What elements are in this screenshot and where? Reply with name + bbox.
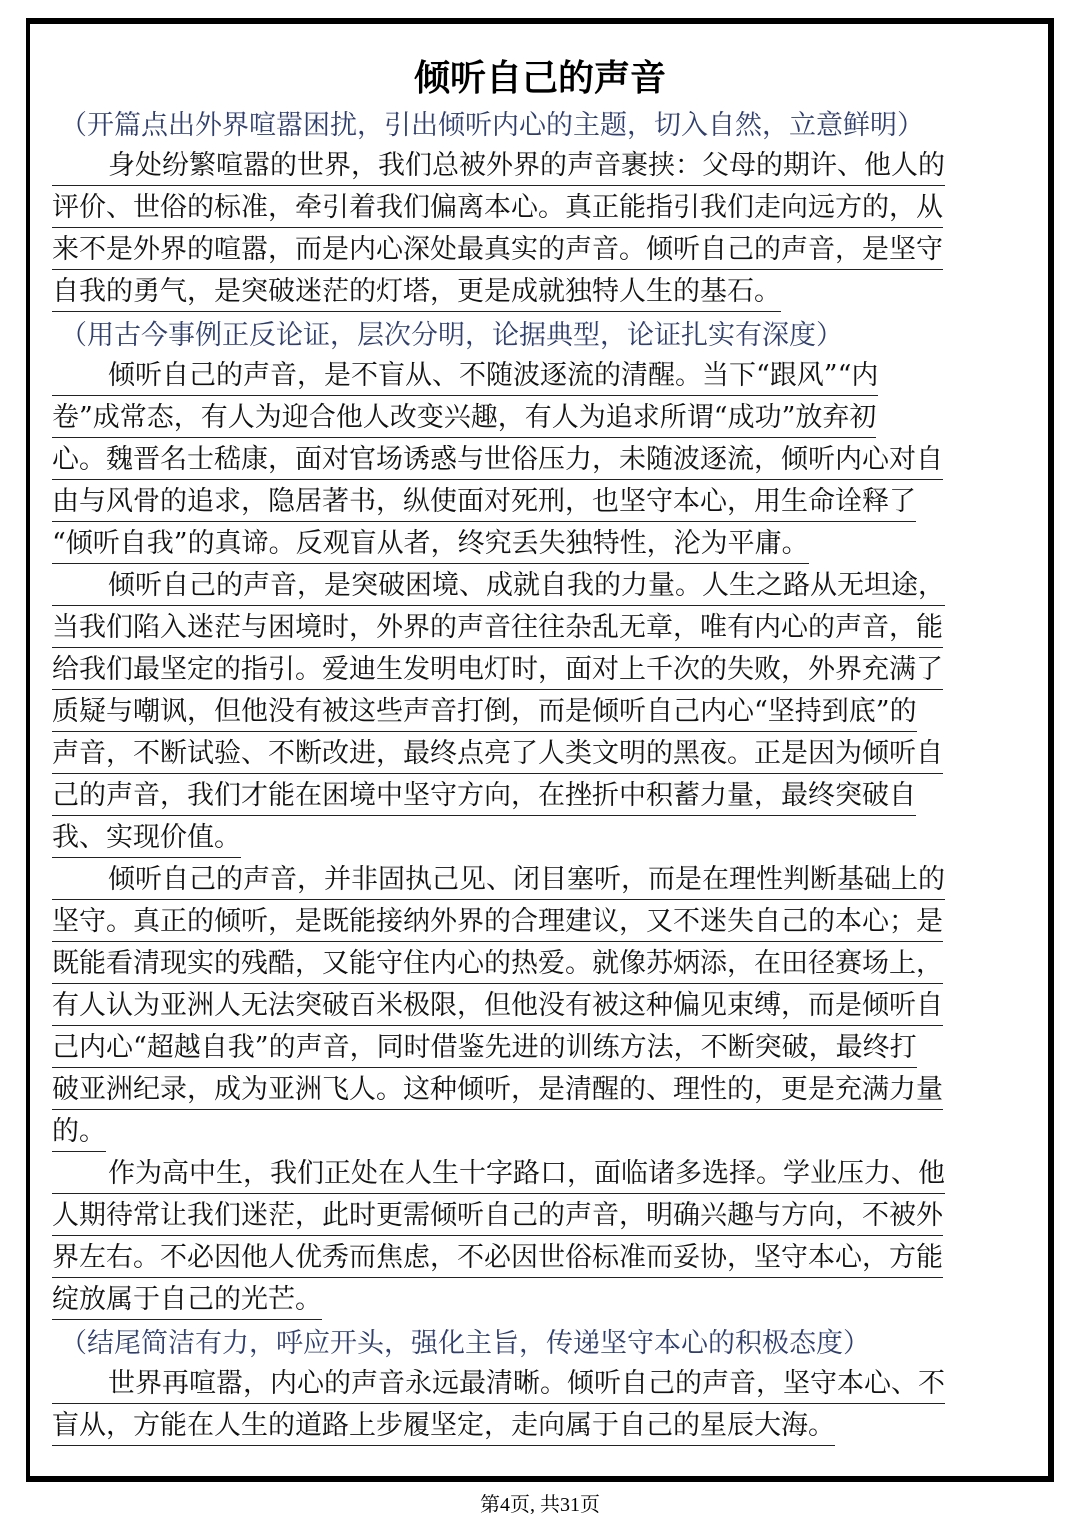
text-line: 作为高中生，我们正处在人生十字路口，面临诸多选择。学业压力、他 bbox=[52, 1155, 1012, 1197]
text-line: 盲从，方能在人生的道路上步履坚定，走向属于自己的星辰大海。 bbox=[52, 1407, 1012, 1449]
text-line: 有人认为亚洲人无法突破百米极限，但他没有被这种偏见束缚，而是倾听自 bbox=[52, 987, 1012, 1029]
text-line: “倾听自我”的真谛。反观盲从者，终究丢失独特性，沦为平庸。 bbox=[52, 525, 1012, 567]
text-line: 绽放属于自己的光芒。 bbox=[52, 1281, 1012, 1323]
text-line: 我、实现价值。 bbox=[52, 819, 1012, 861]
text-line: 倾听自己的声音，是突破困境、成就自我的力量。人生之路从无坦途， bbox=[52, 567, 1012, 609]
text-line: 给我们最坚定的指引。爱迪生发明电灯时，面对上千次的失败，外界充满了 bbox=[52, 651, 1012, 693]
essay-title: 倾听自己的声音 bbox=[413, 57, 666, 99]
text-line: 由与风骨的追求，隐居著书，纵使面对死刑，也坚守本心，用生命诠释了 bbox=[52, 483, 1012, 525]
text-line: 坚守。真正的倾听，是既能接纳外界的合理建议，又不迷失自己的本心；是 bbox=[52, 903, 1012, 945]
text-line: 心。魏晋名士嵇康，面对官场诱惑与世俗压力，未随波逐流，倾听内心对自 bbox=[52, 441, 1012, 483]
text-line: 破亚洲纪录，成为亚洲飞人。这种倾听，是清醒的、理性的，更是充满力量 bbox=[52, 1071, 1012, 1113]
text-line: 来不是外界的喧嚣，而是内心深处最真实的声音。倾听自己的声音，是坚守 bbox=[52, 231, 1012, 273]
text-line: 声音，不断试验、不断改进，最终点亮了人类文明的黑夜。正是因为倾听自 bbox=[52, 735, 1012, 777]
text-line: 倾听自己的声音，是不盲从、不随波逐流的清醒。当下“跟风”“内 bbox=[52, 357, 1012, 399]
text-line: 身处纷繁喧嚣的世界，我们总被外界的声音裹挟：父母的期许、他人的 bbox=[52, 147, 1012, 189]
comment-body: （用古今事例正反论证，层次分明，论据典型，论证扎实有深度） bbox=[60, 320, 843, 351]
text-line: 质疑与嘲讽，但他没有被这些声音打倒，而是倾听自己内心“坚持到底”的 bbox=[52, 693, 1012, 735]
text-line: 世界再喧嚣，内心的声音永远最清晰。倾听自己的声音，坚守本心、不 bbox=[52, 1365, 1012, 1407]
text-line: 既能看清现实的残酷，又能守住内心的热爱。就像苏炳添，在田径赛场上， bbox=[52, 945, 1012, 987]
text-line: 当我们陷入迷茫与困境时，外界的声音往往杂乱无章，唯有内心的声音，能 bbox=[52, 609, 1012, 651]
paragraph-4 bbox=[52, 861, 1012, 1155]
essay-body bbox=[52, 105, 1012, 1449]
text-line: 的。 bbox=[52, 1113, 1012, 1155]
comment-opening: （开篇点出外界喧嚣困扰，引出倾听内心的主题，切入自然，立意鲜明） bbox=[60, 110, 924, 141]
text-line: 倾听自己的声音，并非固执己见、闭目塞听，而是在理性判断基础上的 bbox=[52, 861, 1012, 903]
text-line: 自我的勇气，是突破迷茫的灯塔，更是成就独特人生的基石。 bbox=[52, 273, 1012, 315]
text-line: 己内心“超越自我”的声音，同时借鉴先进的训练方法，不断突破，最终打 bbox=[52, 1029, 1012, 1071]
comment-ending: （结尾简洁有力，呼应开头，强化主旨，传递坚守本心的积极态度） bbox=[60, 1328, 870, 1359]
page-number: 第4页, 共31页 bbox=[480, 1494, 600, 1516]
paragraph-6 bbox=[52, 1365, 1012, 1449]
text-line: 卷”成常态，有人为迎合他人改变兴趣，有人为追求所谓“成功”放弃初 bbox=[52, 399, 1012, 441]
paragraph-1 bbox=[52, 147, 1012, 315]
text-line: 评价、世俗的标准，牵引着我们偏离本心。真正能指引我们走向远方的，从 bbox=[52, 189, 1012, 231]
paragraph-2 bbox=[52, 357, 1012, 567]
text-line: 人期待常让我们迷茫，此时更需倾听自己的声音，明确兴趣与方向，不被外 bbox=[52, 1197, 1012, 1239]
paragraph-3 bbox=[52, 567, 1012, 861]
paragraph-5 bbox=[52, 1155, 1012, 1323]
text-line: 界左右。不必因他人优秀而焦虑，不必因世俗标准而妥协，坚守本心，方能 bbox=[52, 1239, 1012, 1281]
text-line: 己的声音，我们才能在困境中坚守方向，在挫折中积蓄力量，最终突破自 bbox=[52, 777, 1012, 819]
